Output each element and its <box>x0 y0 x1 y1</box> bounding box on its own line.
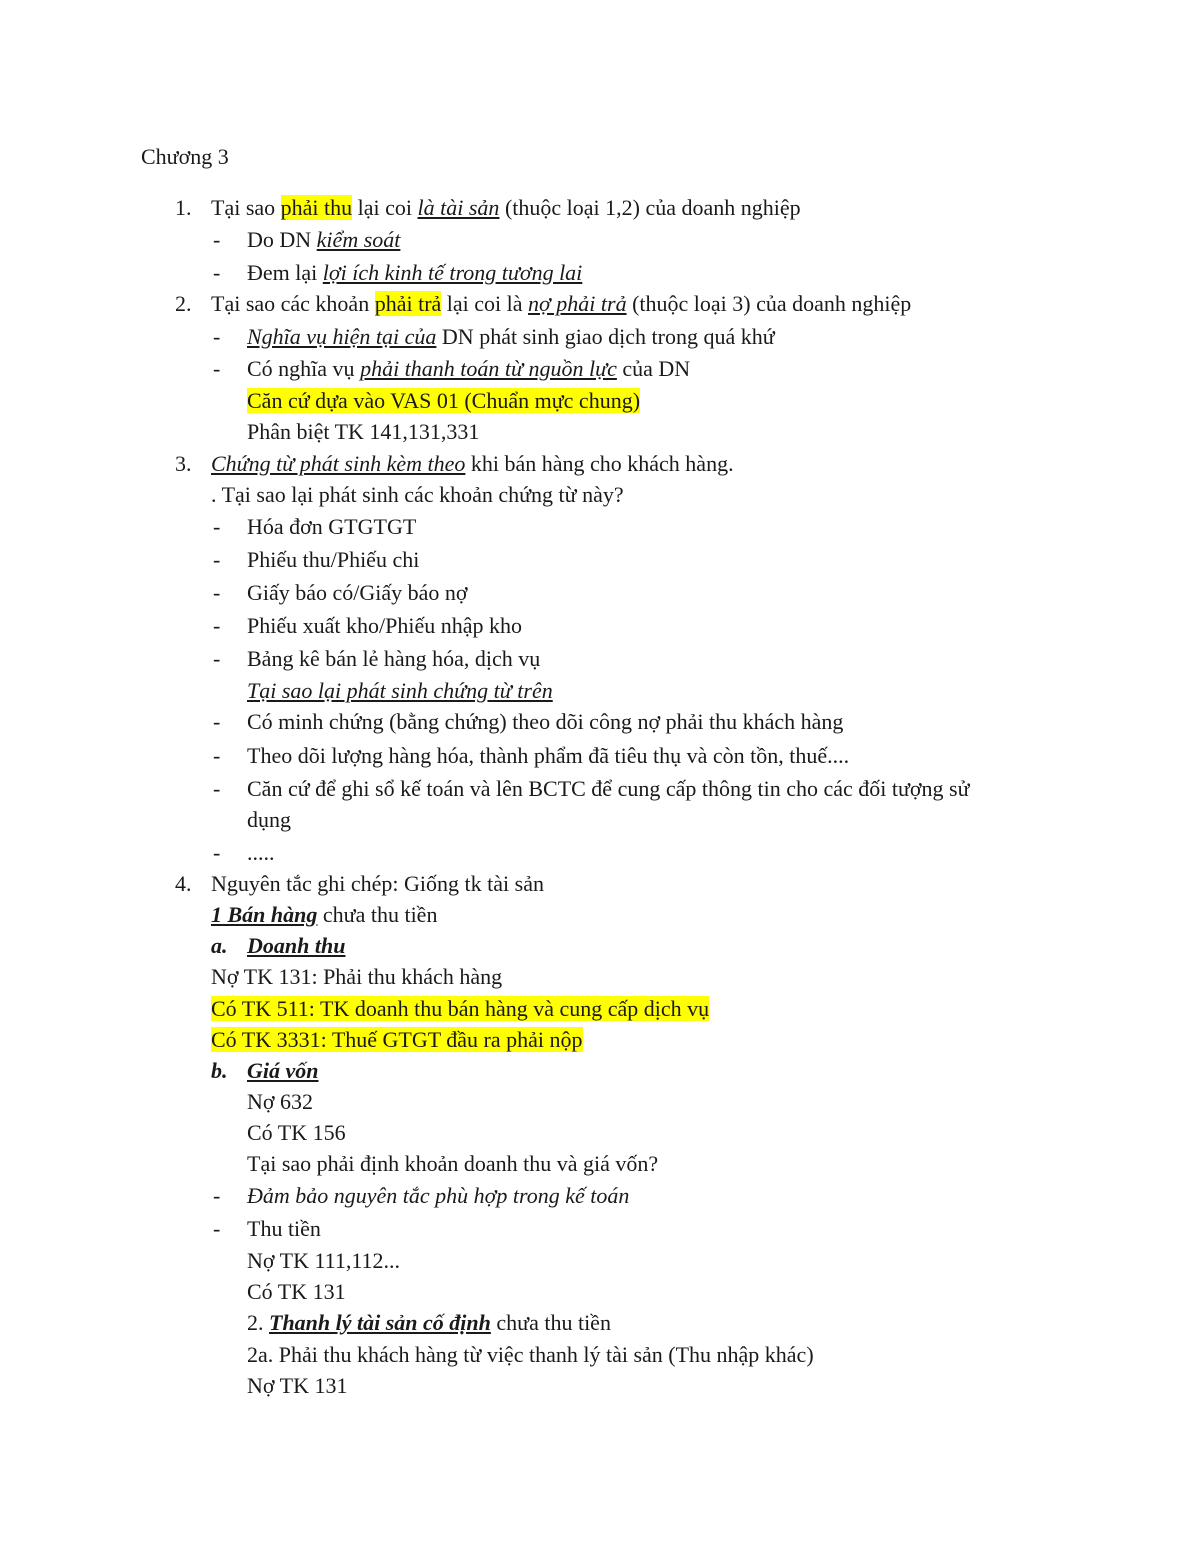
list-item: Giấy báo có/Giấy báo nợ <box>247 580 468 605</box>
entry-co-3331: Có TK 3331: Thuế GTGT đầu ra phải nộp <box>211 1027 583 1052</box>
q2-point-1: Nghĩa vụ hiện tại của DN phát sinh giao dịch trong quá khứ <box>247 324 775 349</box>
entry-co-131: Có TK 131 <box>247 1279 346 1304</box>
entry-co-511: Có TK 511: TK doanh thu bán hàng và cung cấp dịch vụ <box>211 996 710 1021</box>
q4-why: Tại sao phải định khoản doanh thu và giá vốn? <box>247 1151 659 1176</box>
bullet-dash: - <box>213 227 221 252</box>
entry-co-156: Có TK 156 <box>247 1120 346 1145</box>
q3-subquestion: . Tại sao lại phát sinh các khoản chứng từ này? <box>211 482 624 507</box>
q1-point-1: Do DN kiểm soát <box>247 227 401 252</box>
item-number-3: 3. <box>175 451 192 476</box>
list-item: Hóa đơn GTGTGT <box>247 514 417 539</box>
page-title: Chương 3 <box>141 144 229 169</box>
bullet-dash: - <box>213 514 221 539</box>
bullet-dash: - <box>213 547 221 572</box>
question-2: Tại sao các khoản phải trả lại coi là nợ phải trả (thuộc loại 3) của doanh nghiệp <box>211 291 912 316</box>
sub-label-a: a. <box>211 933 228 958</box>
item-number-1: 1. <box>175 195 192 220</box>
bullet-dash: - <box>213 1183 221 1208</box>
entry-no-131: Nợ TK 131: Phải thu khách hàng <box>211 964 503 989</box>
bullet-dash: - <box>213 1216 221 1241</box>
question-1: Tại sao phải thu lại coi là tài sản (thuộc loại 1,2) của doanh nghiệp <box>211 195 801 220</box>
question-3: Chứng từ phát sinh kèm theo khi bán hàng cho khách hàng. <box>211 451 734 476</box>
list-item: Đảm bảo nguyên tắc phù hợp trong kế toán <box>247 1183 630 1208</box>
item-number-4: 4. <box>175 871 192 896</box>
entry-no-111: Nợ TK 111,112... <box>247 1248 401 1273</box>
list-item-continuation: dụng <box>247 807 291 832</box>
q2-note-highlight: Căn cứ dựa vào VAS 01 (Chuẩn mực chung) <box>247 388 641 413</box>
list-item: Phiếu thu/Phiếu chi <box>247 547 420 572</box>
list-item: Bảng kê bán lẻ hàng hóa, dịch vụ <box>247 646 541 671</box>
section-2a: 2a. Phải thu khách hàng từ việc thanh lý tài sản (Thu nhập khác) <box>247 1342 814 1367</box>
bullet-dash: - <box>213 580 221 605</box>
list-item: Theo dõi lượng hàng hóa, thành phẩm đã tiêu thụ và còn tồn, thuế.... <box>247 743 850 768</box>
bullet-dash: - <box>213 260 221 285</box>
q3-why-heading: Tại sao lại phát sinh chứng từ trên <box>247 678 553 703</box>
sub-label-b: b. <box>211 1058 228 1083</box>
item-number-2: 2. <box>175 291 192 316</box>
entry-no-131-b: Nợ TK 131 <box>247 1373 348 1398</box>
question-4: Nguyên tắc ghi chép: Giống tk tài sản <box>211 871 544 896</box>
q1-point-2: Đem lại lợi ích kinh tế trong tương lai <box>247 260 583 285</box>
subheading-gia-von: Giá vốn <box>247 1058 319 1083</box>
list-item: Căn cứ để ghi sổ kế toán và lên BCTC để cung cấp thông tin cho các đối tượng sử <box>247 776 970 801</box>
section-heading-2: 2. Thanh lý tài sản cố định chưa thu tiền <box>247 1310 611 1335</box>
list-item: Thu tiền <box>247 1216 321 1241</box>
list-item: ..... <box>247 840 275 865</box>
bullet-dash: - <box>213 613 221 638</box>
bullet-dash: - <box>213 743 221 768</box>
bullet-dash: - <box>213 776 221 801</box>
bullet-dash: - <box>213 356 221 381</box>
section-heading-1: 1 Bán hàng chưa thu tiền <box>211 902 438 927</box>
bullet-dash: - <box>213 840 221 865</box>
list-item: Phiếu xuất kho/Phiếu nhập kho <box>247 613 522 638</box>
q2-point-2: Có nghĩa vụ phải thanh toán từ nguồn lực của DN <box>247 356 691 381</box>
q2-note: Phân biệt TK 141,131,331 <box>247 419 480 444</box>
bullet-dash: - <box>213 709 221 734</box>
bullet-dash: - <box>213 324 221 349</box>
list-item: Có minh chứng (bằng chứng) theo dõi công nợ phải thu khách hàng <box>247 709 844 734</box>
bullet-dash: - <box>213 646 221 671</box>
entry-no-632: Nợ 632 <box>247 1089 314 1114</box>
subheading-doanh-thu: Doanh thu <box>247 933 346 958</box>
